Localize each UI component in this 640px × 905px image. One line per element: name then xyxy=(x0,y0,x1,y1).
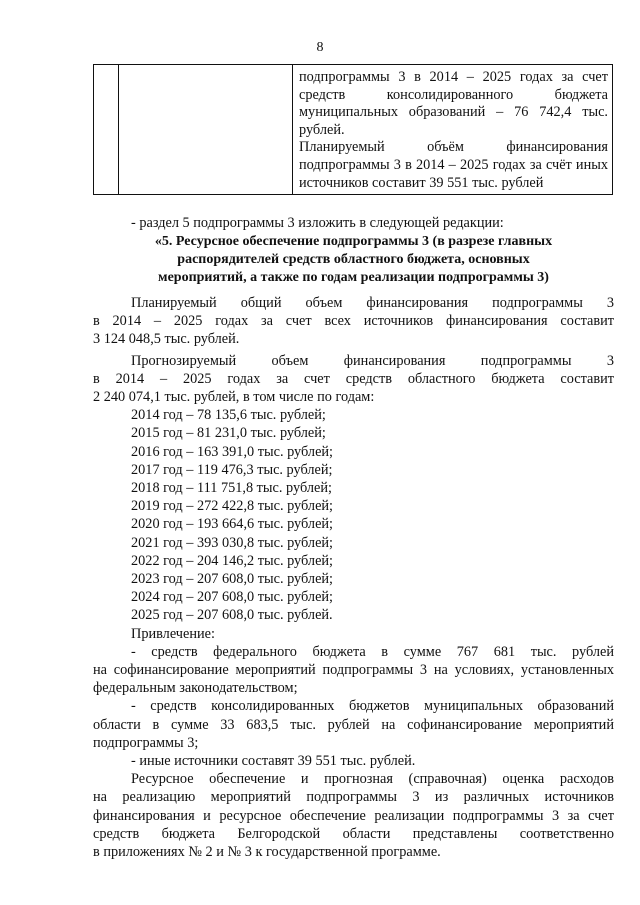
federal-line: федеральным законодательством; xyxy=(93,680,298,697)
table-line: подпрограммы 3 в 2014 – 2025 годах за счет xyxy=(299,69,608,85)
page-number: 8 xyxy=(316,40,324,55)
heading-line: мероприятий, а также по годам реализации подпрограммы 3) xyxy=(158,270,549,285)
year-line: 2017 год – 119 476,3 тыс. рублей; xyxy=(131,461,333,478)
table-line: Планируемый объём финансирования xyxy=(299,139,608,156)
para2-line: в 2014 – 2025 годах за счет средств областного бюджета составит xyxy=(93,370,614,387)
table-line: средств консолидированного бюджета xyxy=(299,86,608,103)
consolidated-line: области в сумме 33 683,5 тыс. рублей на софинансирование мероприятий xyxy=(93,716,614,733)
final-line: Ресурсное обеспечение и прогнозная (справочная) оценка расходов xyxy=(131,771,614,788)
final-line: финансирования и ресурсное обеспечение реализации подпрограммы 3 за счет xyxy=(93,807,614,824)
year-line: 2020 год – 193 664,6 тыс. рублей; xyxy=(131,516,334,533)
para1-line: Планируемый общий объем финансирования подпрограммы 3 xyxy=(131,295,614,311)
year-line: 2023 год – 207 608,0 тыс. рублей; xyxy=(131,571,334,588)
final-line: на реализацию мероприятий подпрограммы 3 из различных источников xyxy=(93,789,614,806)
consolidated-line: - средств консолидированных бюджетов муниципальных образований xyxy=(131,698,614,715)
year-line: 2025 год – 207 608,0 тыс. рублей. xyxy=(131,607,333,624)
para1-line: 3 124 048,5 тыс. рублей. xyxy=(93,331,240,348)
year-line: 2024 год – 207 608,0 тыс. рублей; xyxy=(131,589,334,606)
federal-line: - средств федерального бюджета в сумме 767 681 тыс. рублей xyxy=(131,643,614,660)
federal-line: на софинансирование мероприятий подпрограммы 3 на условиях, установленных xyxy=(93,662,614,679)
other-sources: - иные источники составят 39 551 тыс. рублей. xyxy=(131,753,416,770)
table-line: источников составит 39 551 тыс. рублей xyxy=(299,174,544,191)
year-line: 2018 год – 111 751,8 тыс. рублей; xyxy=(131,480,332,497)
attraction-label: Привлечение: xyxy=(131,625,215,642)
table-line: рублей. xyxy=(299,121,345,138)
year-line: 2021 год – 393 030,8 тыс. рублей; xyxy=(131,534,334,551)
year-line: 2016 год – 163 391,0 тыс. рублей; xyxy=(131,443,334,460)
final-line: в приложениях № 2 и № 3 к государственной программе. xyxy=(93,844,441,861)
final-line: средств бюджета Белгородской области представлены соответственно xyxy=(93,825,614,842)
year-line: 2022 год – 204 146,2 тыс. рублей; xyxy=(131,552,334,569)
para2-line: 2 240 074,1 тыс. рублей, в том числе по годам: xyxy=(93,389,375,406)
para1-line: в 2014 – 2025 годах за счет всех источников финансирования составит xyxy=(93,313,614,330)
para2-line: Прогнозируемый объем финансирования подпрограммы 3 xyxy=(131,352,614,369)
year-line: 2015 год – 81 231,0 тыс. рублей; xyxy=(131,425,326,442)
year-line: 2019 год – 272 422,8 тыс. рублей; xyxy=(131,498,334,515)
consolidated-line: подпрограммы 3; xyxy=(93,734,199,751)
heading-line: «5. Ресурсное обеспечение подпрограммы 3 (в разрезе главных xyxy=(154,234,553,249)
instruction: - раздел 5 подпрограммы 3 изложить в следующей редакции: xyxy=(131,215,504,231)
section-heading xyxy=(93,233,614,287)
table-cell-content xyxy=(293,65,613,195)
table-cell-number xyxy=(94,65,119,195)
table-fragment xyxy=(93,64,613,195)
table-line: муниципальных образований – 76 742,4 тыс. xyxy=(299,104,608,121)
table-cell-label xyxy=(119,65,293,195)
table-line: подпрограммы 3 в 2014 – 2025 годах за счёт иных xyxy=(299,156,608,173)
year-line: 2014 год – 78 135,6 тыс. рублей; xyxy=(131,407,326,424)
heading-line: распорядителей средств областного бюджета, основных xyxy=(177,252,530,267)
section-body xyxy=(93,294,614,861)
